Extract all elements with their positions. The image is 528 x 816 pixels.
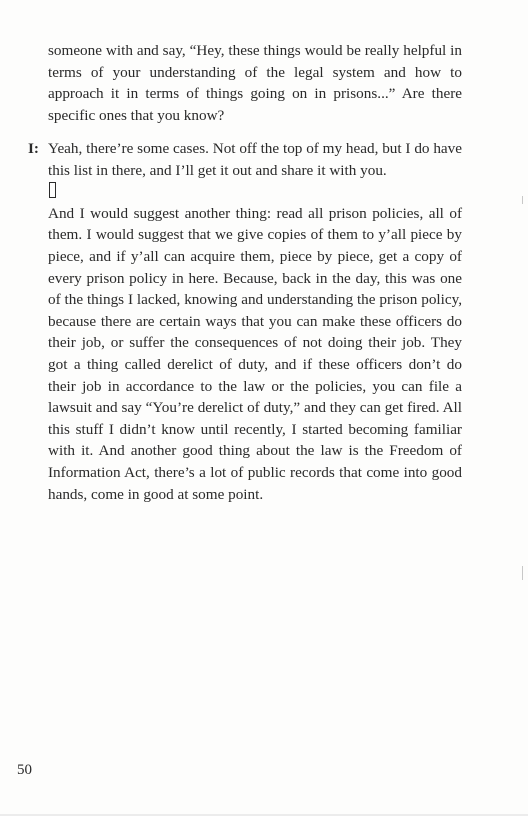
page-number: 50 [17,762,32,778]
margin-mark [522,196,523,204]
speaker-label: I: [28,140,39,157]
missing-glyph-line [48,181,462,203]
answer-paragraph-1: Yeah, there’re some cases. Not off the top of my head, but I do have this list in there, and I’ll get it out and share it with you. [48,140,462,179]
answer-block [48,138,462,505]
answer-paragraph-2: And I would suggest another thing: read all prison policies, all of them. I would suggest that we give copies of them to y’all piece by piece, and if y’all can acquire them, piece by piece, get a copy of every prison policy in here. Because, back in the day, this was one of the things I lacked, knowing and understanding the prison policy, because there are certain ways that you can make these officers do their job, or suffer the consequences of not doing their job. They got a thing called derelict of duty, and if these officers don’t do their job in accordance to the law or the policies, you can file a lawsuit and say “You’re derelict of duty,” and they can get fired. All this stuff I didn’t know until recently, I started becoming familiar with it. And another good thing about the law is the Freedom of Information Act, there’s a lot of public records that come into good hands, come in good at some point. [48,204,462,503]
question-continuation: someone with and say, “Hey, these things would be really helpful in terms of your understanding of the legal system and how to approach it in terms of things going on in prisons...” Are there specific ones that you know? [48,42,462,124]
margin-mark [522,566,523,580]
missing-glyph-icon [49,182,56,198]
